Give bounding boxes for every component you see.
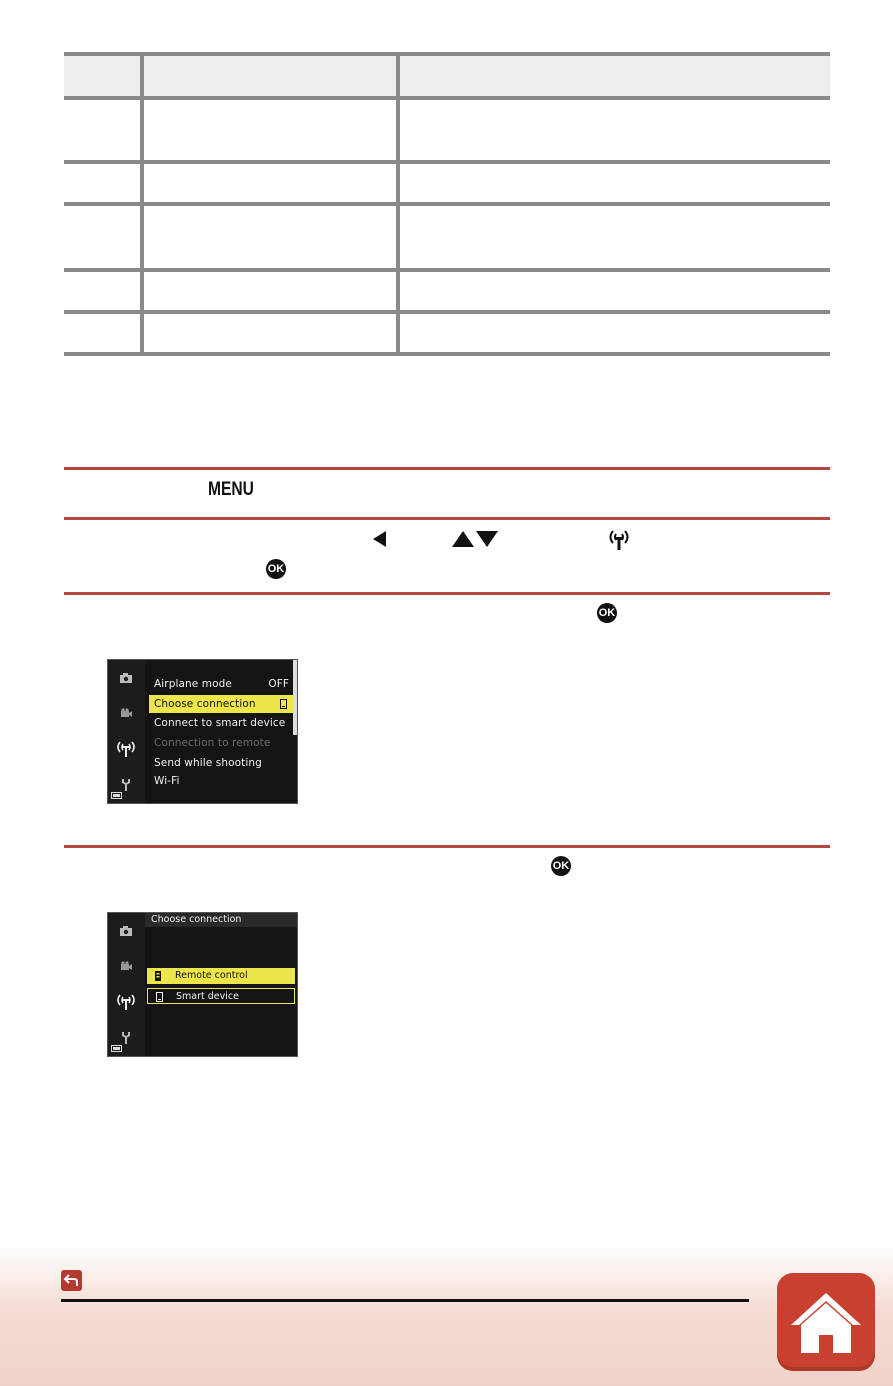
phone-icon (156, 992, 163, 1002)
ok-button-icon: OK (597, 603, 617, 623)
menu-item-wifi[interactable] (149, 772, 297, 790)
table-row-rule (64, 202, 830, 206)
movie-icon (119, 961, 133, 972)
option-smart-device[interactable] (147, 988, 295, 1004)
ok-button-icon: OK (266, 559, 286, 579)
home-button[interactable] (777, 1273, 875, 1371)
table-header-rule (64, 96, 830, 100)
back-button[interactable] (61, 1270, 82, 1291)
network-menu-icon (115, 740, 137, 758)
option-label: Remote control (175, 970, 248, 981)
wireless-icon (606, 528, 632, 550)
page-footer (0, 1246, 893, 1386)
table-row-rule (64, 160, 830, 164)
menu-item-label: Choose connection (154, 698, 256, 710)
menu-item-airplane-mode[interactable] (149, 675, 297, 693)
step-2-rule (64, 517, 830, 520)
home-icon (777, 1273, 875, 1371)
menu-item-value: OFF (268, 678, 289, 690)
step-4-rule (64, 845, 830, 848)
menu-scrollbar[interactable] (293, 660, 297, 735)
info-table (64, 52, 830, 357)
option-remote-control[interactable] (147, 968, 295, 984)
menu-button-label: MENU (208, 479, 254, 500)
left-arrow-icon (373, 531, 387, 547)
table-col-divider (396, 52, 400, 356)
camera-network-menu-screen (107, 659, 298, 804)
menu-item-label: Connect to smart device (154, 717, 286, 729)
screen-title: Choose connection (145, 913, 297, 927)
menu-item-send-while-shooting[interactable] (149, 754, 297, 772)
back-arrow-icon (61, 1270, 82, 1291)
menu-item-label: Wi-Fi (154, 775, 180, 787)
menu-item-connection-to-remote (149, 734, 297, 752)
phone-icon (280, 699, 287, 709)
step-3-rule (64, 592, 830, 595)
menu-item-label: Connection to remote (154, 737, 271, 749)
table-bottom-rule (64, 352, 830, 356)
table-col-divider (140, 52, 144, 356)
menu-item-label: Airplane mode (154, 678, 232, 690)
menu-tab-strip (108, 913, 146, 1056)
camera-icon (119, 926, 133, 937)
movie-icon (119, 708, 133, 719)
menu-item-label: Send while shooting (154, 757, 262, 769)
network-menu-list (145, 660, 297, 803)
network-menu-icon (115, 993, 137, 1011)
table-header (64, 56, 830, 96)
camera-icon (119, 673, 133, 684)
wrench-icon (120, 778, 132, 791)
step-1-rule (64, 467, 830, 470)
option-label: Smart device (176, 991, 239, 1002)
table-row-rule (64, 310, 830, 314)
up-down-arrows-icon (452, 531, 498, 547)
camera-choose-connection-screen (107, 912, 298, 1057)
wrench-icon (120, 1031, 132, 1044)
ok-button-icon: OK (551, 856, 571, 876)
battery-icon (111, 792, 122, 799)
menu-item-choose-connection[interactable] (149, 695, 297, 713)
table-row-rule (64, 268, 830, 272)
menu-tab-strip (108, 660, 146, 803)
menu-item-connect-smart-device[interactable] (149, 714, 297, 732)
footer-rule (61, 1299, 749, 1302)
remote-icon (155, 971, 161, 981)
battery-icon (111, 1045, 122, 1052)
